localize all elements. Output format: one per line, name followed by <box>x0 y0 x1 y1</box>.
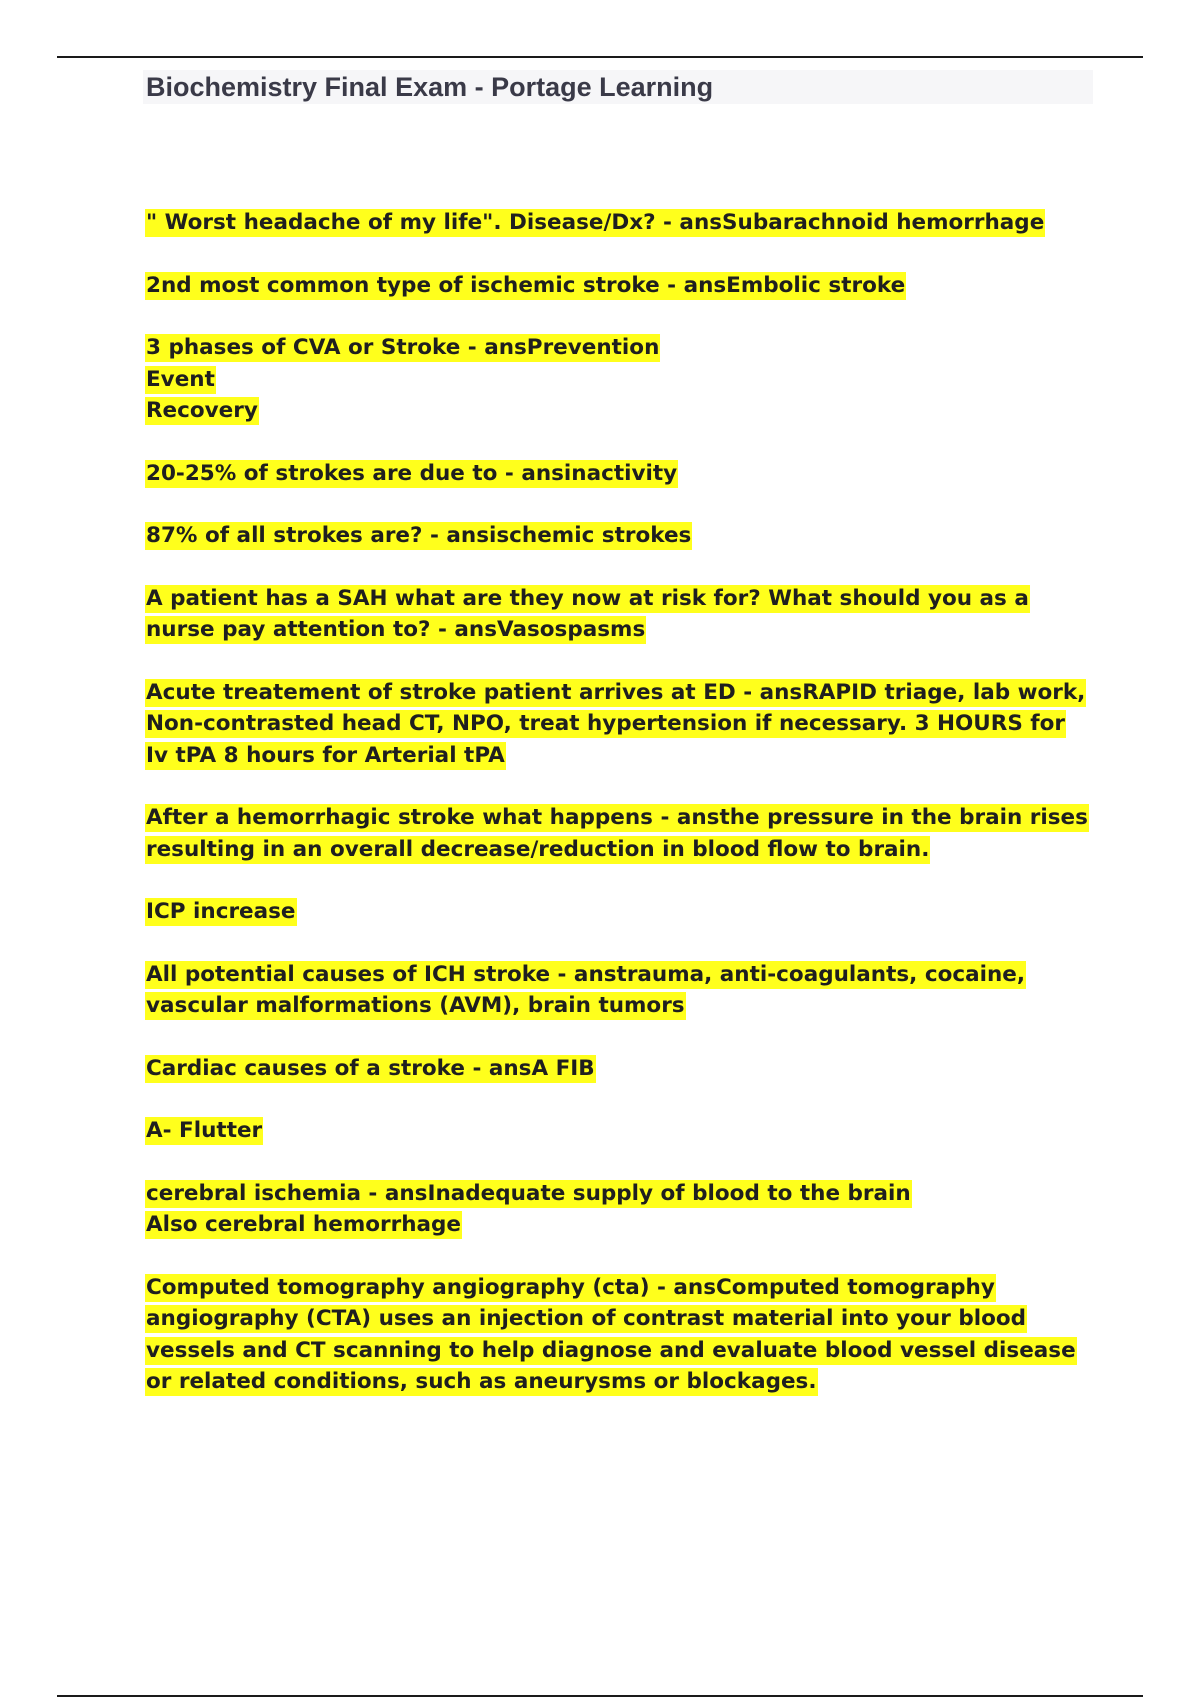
flashcard-entry <box>145 207 1090 239</box>
flashcard-entry <box>145 1053 1090 1085</box>
flashcard-entry <box>145 959 1090 1022</box>
entry-text: 3 phases of CVA or Stroke - ansPrevention <box>146 335 660 360</box>
document-title: Biochemistry Final Exam - Portage Learning <box>146 72 714 102</box>
entry-text: A patient has a SAH what are they now at risk for? What should you as a nurse pay attention to? - ansVasospasms <box>146 585 1029 642</box>
entry-text: Event <box>146 366 215 392</box>
flashcard-entry <box>145 1178 1090 1241</box>
entry-text: Acute treatement of stroke patient arrives at ED - ansRAPID triage, lab work, Non-contrasted head CT, NPO, treat hypertension if necessary. 3 HOURS for Iv tPA 8 hours for Arterial tPA <box>146 679 1086 768</box>
flashcard-entry <box>145 458 1090 490</box>
entry-text: ICP increase <box>146 899 296 924</box>
entry-text: A- Flutter <box>146 1118 263 1143</box>
entry-text: All potential causes of ICH stroke - anstrauma, anti-coagulants, cocaine, vascular malformations (AVM), brain tumors <box>146 961 1026 1018</box>
flashcard-entry <box>145 583 1090 646</box>
entry-text: cerebral ischemia - ansInadequate supply of blood to the brain <box>146 1180 911 1206</box>
flashcard-entry <box>145 332 1090 427</box>
entry-text: Computed tomography angiography (cta) - ansComputed tomography angiography (CTA) uses an injection of contrast material into your blood vessels and CT scanning to help diagnose and evaluate blood vessel disease or related conditions, such as aneurysms or blockages. <box>146 1274 1076 1394</box>
flashcard-entry <box>145 1272 1090 1398</box>
flashcard-entry <box>145 896 1090 928</box>
top-rule <box>57 56 1143 58</box>
flashcard-entry <box>145 520 1090 552</box>
entry-text: Recovery <box>146 398 258 423</box>
entry-text: Cardiac causes of a stroke - ansA FIB <box>146 1055 595 1081</box>
entry-text: 2nd most common type of ischemic stroke - ansEmbolic stroke <box>146 272 906 298</box>
bottom-rule <box>57 1695 1143 1697</box>
entry-text: 20-25% of strokes are due to - ansinactivity <box>146 460 678 486</box>
entry-text: " Worst headache of my life". Disease/Dx? - ansSubarachnoid hemorrhage <box>146 210 1045 235</box>
entry-text: 87% of all strokes are? - ansischemic strokes <box>146 523 692 548</box>
flashcard-entry <box>145 270 1090 302</box>
flashcard-entry <box>145 802 1090 865</box>
flashcard-entry <box>145 677 1090 772</box>
document-body <box>145 207 1090 1429</box>
entry-text: Also cerebral hemorrhage <box>146 1212 461 1237</box>
flashcard-entry <box>145 1115 1090 1147</box>
entry-text: After a hemorrhagic stroke what happens - ansthe pressure in the brain rises resulting in an overall decrease/reduction in blood flow to brain. <box>146 805 1088 862</box>
